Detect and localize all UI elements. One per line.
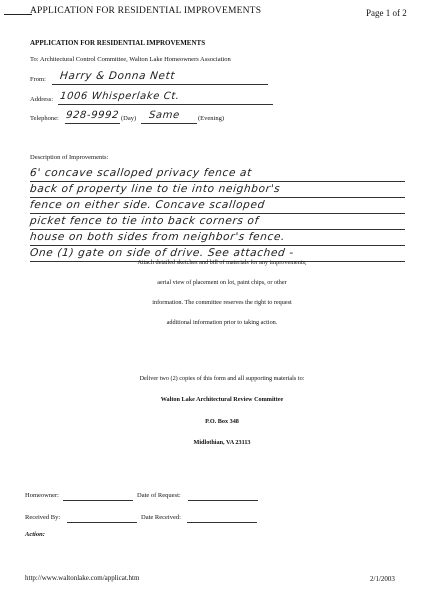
description-line: picket fence to tie into back corners of	[29, 215, 260, 227]
description-underline-5	[30, 245, 405, 246]
address-label: Address:	[30, 96, 54, 103]
description-line: 6' concave scalloped privacy fence at	[29, 167, 253, 179]
description-label: Description of Improvements:	[30, 154, 109, 161]
header-rule	[4, 14, 32, 15]
city-state-zip: Midlothian, VA 23113	[193, 439, 251, 446]
addressee-line: To: Architectural Control Committee, Walton Lake Homeowners Association	[30, 56, 231, 63]
received-by-field[interactable]	[67, 522, 137, 523]
date-of-request-label: Date of Request:	[137, 492, 181, 499]
received-by-label: Received By:	[25, 514, 61, 521]
homeowner-field[interactable]	[63, 500, 133, 501]
description-line: fence on either side. Concave scalloped	[29, 199, 266, 211]
footer-date: 2/1/2003	[370, 575, 395, 583]
date-received-label: Date Received:	[141, 514, 181, 521]
from-label: From:	[30, 76, 46, 83]
description-line: One (1) gate on side of drive. See attached -	[29, 247, 295, 259]
address-value: 1006 Whisperlake Ct.	[59, 91, 181, 102]
telephone-evening-underline	[141, 123, 197, 124]
evening-label: (Evening)	[198, 115, 224, 122]
description-underline-4	[30, 229, 405, 230]
from-underline	[52, 84, 268, 85]
instruction-line: additional information prior to taking action.	[166, 319, 278, 326]
action-label: Action:	[25, 531, 45, 538]
page-number: Page 1 of 2	[366, 8, 407, 18]
deliver-instruction: Deliver two (2) copies of this form and all supporting materials to:	[139, 375, 305, 382]
description-line: back of property line to tie into neighbor's	[29, 183, 281, 195]
description-underline-1	[30, 181, 405, 182]
date-received-field[interactable]	[187, 522, 257, 523]
instruction-line: information. The committee reserves the right to request	[152, 299, 292, 306]
telephone-day-underline	[65, 123, 120, 124]
form-title: APPLICATION FOR RESIDENTIAL IMPROVEMENTS	[30, 39, 206, 47]
footer-url[interactable]: http://www.waltonlake.com/applicat.htm	[25, 574, 140, 582]
from-value: Harry & Donna Nett	[59, 70, 176, 82]
address-underline	[58, 104, 273, 105]
po-box: P.O. Box 348	[205, 418, 239, 425]
committee-name: Walton Lake Architectural Review Committee	[160, 396, 284, 403]
telephone-day-value: 928-9992	[65, 110, 120, 121]
instruction-line: Attach detailed sketches and bill of materials for any improvements,	[137, 259, 307, 266]
description-underline-3	[30, 213, 405, 214]
day-label: (Day)	[121, 115, 137, 122]
telephone-evening-value: Same	[148, 110, 181, 121]
homeowner-label: Homeowner:	[25, 492, 59, 499]
description-underline-2	[30, 197, 405, 198]
telephone-label: Telephone:	[30, 115, 59, 122]
date-of-request-field[interactable]	[188, 500, 258, 501]
description-line: house on both sides from neighbor's fence.	[29, 231, 286, 243]
instruction-line: aerial view of placement on lot, paint chips, or other	[157, 279, 287, 286]
page-header-title: APPLICATION FOR RESIDENTIAL IMPROVEMENTS	[30, 6, 262, 16]
